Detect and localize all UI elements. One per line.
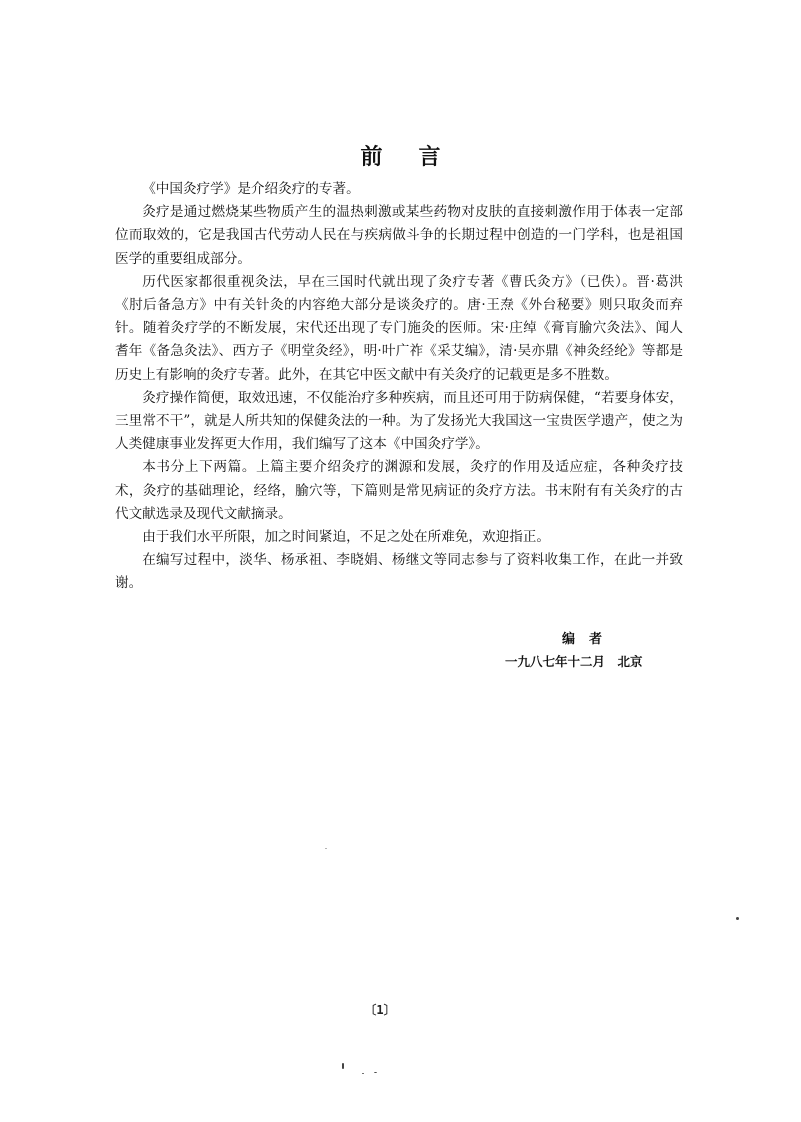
scan-speck bbox=[342, 1063, 344, 1069]
scan-speck bbox=[374, 1072, 377, 1073]
scan-speck bbox=[362, 1073, 364, 1074]
paragraph-history: 历代医家都很重视灸法，早在三国时代就出现了灸疗专著《曹氏灸方》（已佚）。晋·葛洪《肘后备急方》中有关针灸的内容绝大部分是谈灸疗的。唐·王焘《外台秘要》则只取灸而弃针。随着灸疗学的不断发展，宋代还出现了专门施灸的医师。宋·庄绰《膏肓腧穴灸法》、闻人耆年《备急灸法》、西方子《明堂灸经》，明·叶广祚《采艾编》，清·吴亦鼎《神灸经纶》等都是历史上有影响的灸疗专著。此外，在其它中医文献中有关灸疗的记载更是多不胜数。 bbox=[115, 273, 683, 383]
page-number: 〔1〕 bbox=[364, 1003, 396, 1017]
paragraph-intro: 《中国灸疗学》是介绍灸疗的专著。 bbox=[142, 181, 360, 197]
scan-speck bbox=[736, 917, 739, 920]
paragraph-structure: 本书分上下两篇。上篇主要介绍灸疗的渊源和发展，灸疗的作用及适应症，各种灸疗技术，灸疗的基础理论，经络，腧穴等，下篇则是常见病证的灸疗方法。书末附有有关灸疗的古代文献选录及现代文献摘录。 bbox=[115, 459, 683, 522]
preface-body bbox=[115, 178, 683, 596]
signature-date-place: 一九八七年十二月 北京 bbox=[505, 654, 643, 669]
page-title: 前言 bbox=[360, 145, 477, 170]
scan-speck bbox=[325, 848, 327, 849]
paragraph-apology: 由于我们水平所限，加之时间紧迫，不足之处在所难免，欢迎指正。 bbox=[142, 529, 550, 546]
paragraph-acknowledgement: 在编写过程中，淡华、杨承祖、李晓娟、杨继文等同志参与了资料收集工作，在此一并致谢。 bbox=[115, 552, 683, 592]
paragraph-benefits: 灸疗操作简便，取效迅速，不仅能治疗多种疾病，而且还可用于防病保健，“若要身体安，三里常不干”，就是人所共知的保健灸法的一种。为了发扬光大我国这一宝贵医学遗产，使之为人类健康事业发挥更大作用，我们编写了这本《中国灸疗学》。 bbox=[115, 389, 683, 453]
signature-author: 编者 bbox=[562, 632, 617, 647]
paragraph-definition: 灸疗是通过燃烧某些物质产生的温热刺激或某些药物对皮肤的直接刺激作用于体表一定部位而取效的，它是我国古代劳动人民在与疾病做斗争的长期过程中创造的一门学科，也是祖国医学的重要组成部分。 bbox=[115, 204, 683, 267]
